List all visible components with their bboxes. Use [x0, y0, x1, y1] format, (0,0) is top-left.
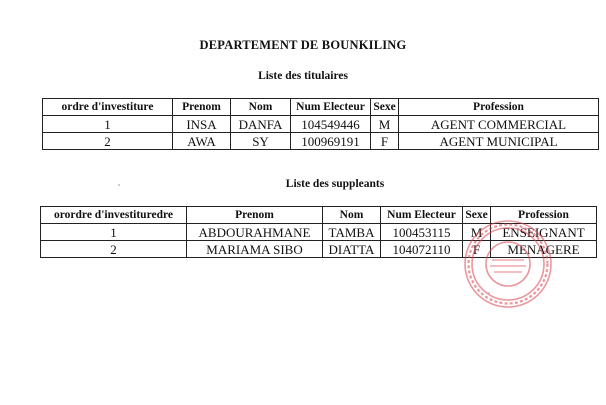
table-cell: MARIAMA SIBO [187, 241, 323, 258]
titulaires-table [42, 98, 599, 150]
column-header: Num Electeur [381, 207, 463, 224]
table-cell: F [371, 133, 399, 150]
table-cell: DIATTA [323, 241, 381, 258]
table-header-row [43, 99, 599, 116]
table-cell: AGENT MUNICIPAL [399, 133, 599, 150]
table-cell: ENSEIGNANT [491, 224, 597, 241]
titulaires-heading: Liste des titulaires [258, 70, 348, 82]
column-header: Profession [399, 99, 599, 116]
column-header: Nom [323, 207, 381, 224]
table-cell: 1 [41, 224, 187, 241]
table-cell: 2 [41, 241, 187, 258]
document-title: DEPARTEMENT DE BOUNKILING [199, 38, 407, 52]
table-cell: DANFA [231, 116, 291, 133]
table-cell: MENAGERE [491, 241, 597, 258]
table-row [43, 116, 599, 133]
table-header-row [41, 207, 597, 224]
column-header: Profession [491, 207, 597, 224]
table-cell: 104072110 [381, 241, 463, 258]
column-header: ordre d'investiture [43, 99, 173, 116]
table-cell: 1 [43, 116, 173, 133]
table-row [41, 241, 597, 258]
table-cell: INSA [173, 116, 231, 133]
column-header: Num Electeur [291, 99, 371, 116]
table-cell: 2 [43, 133, 173, 150]
table-cell: F [463, 241, 491, 258]
scan-speck [488, 292, 490, 294]
table-cell: M [463, 224, 491, 241]
column-header: Prenom [187, 207, 323, 224]
table-row [41, 224, 597, 241]
table-cell: 100969191 [291, 133, 371, 150]
column-header: Nom [231, 99, 291, 116]
table-cell: AWA [173, 133, 231, 150]
table-row [43, 133, 599, 150]
column-header: Sexe [371, 99, 399, 116]
table-cell: ABDOURAHMANE [187, 224, 323, 241]
table-cell: 104549446 [291, 116, 371, 133]
table-cell: M [371, 116, 399, 133]
suppleants-table [40, 206, 597, 258]
table-cell: TAMBA [323, 224, 381, 241]
scan-speck [118, 184, 120, 186]
column-header: Prenom [173, 99, 231, 116]
table-cell: AGENT COMMERCIAL [399, 116, 599, 133]
table-cell: 100453115 [381, 224, 463, 241]
table-cell: SY [231, 133, 291, 150]
column-header: Sexe [463, 207, 491, 224]
suppleants-heading: Liste des suppleants [285, 178, 385, 190]
column-header: orordre d'investituredre [41, 207, 187, 224]
